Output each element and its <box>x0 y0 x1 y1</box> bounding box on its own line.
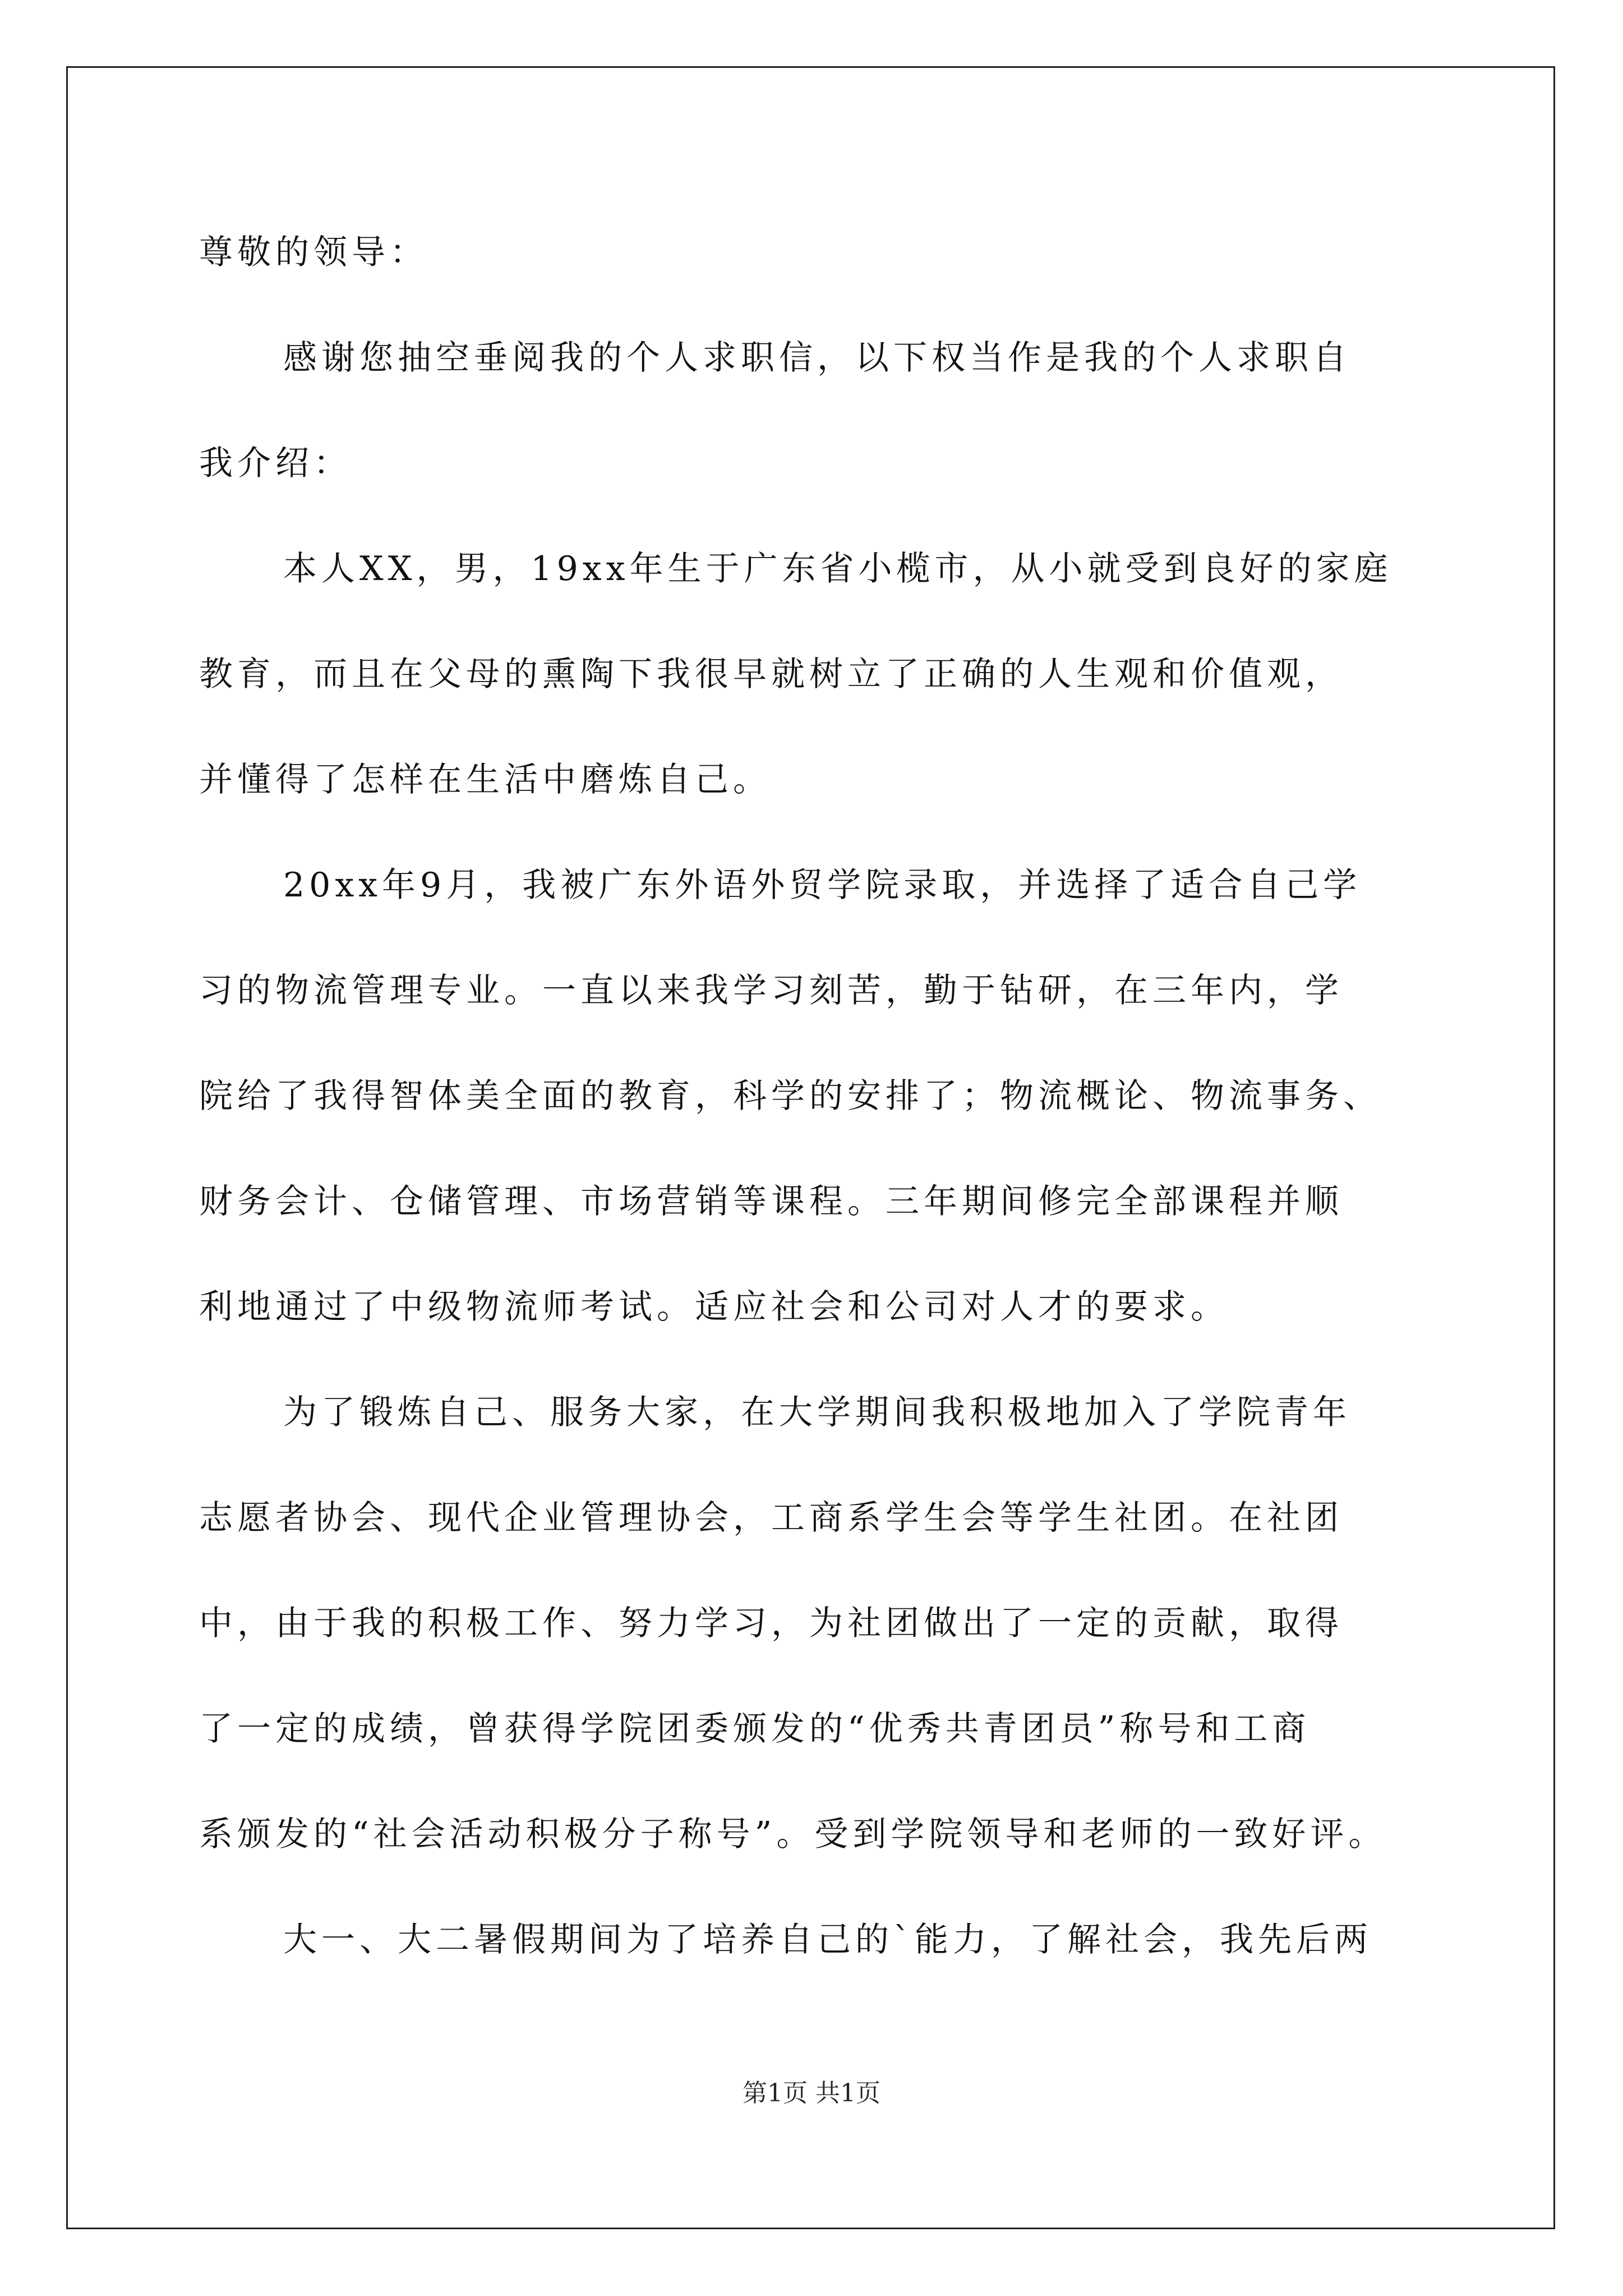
paragraph-line: 院给了我得智体美全面的教育，科学的安排了；物流概论、物流事务、 <box>199 1076 1381 1116</box>
page-footer: 第1页 共1页 <box>743 2079 880 2108</box>
paragraph-line: 并懂得了怎样在生活中磨炼自己。 <box>199 760 771 799</box>
paragraph-line: 本人XX，男，19xx年生于广东省小榄市，从小就受到良好的家庭 <box>283 549 1393 588</box>
paragraph-line: 感谢您抽空垂阅我的个人求职信，以下权当作是我的个人求职自 <box>283 338 1351 378</box>
paragraph-line: 大一、大二暑假期间为了培养自己的`能力，了解社会，我先后两 <box>283 1920 1372 1959</box>
paragraph-line: 为了锻炼自己、服务大家，在大学期间我积极地加入了学院青年 <box>283 1393 1351 1432</box>
paragraph-line: 志愿者协会、现代企业管理协会，工商系学生会等学生社团。在社团 <box>199 1498 1343 1538</box>
paragraph-line: 了一定的成绩，曾获得学院团委颁发的“优秀共青团员”称号和工商 <box>199 1709 1311 1749</box>
paragraph-line: 我介绍： <box>199 444 352 483</box>
paragraph-line: 教育，而且在父母的熏陶下我很早就树立了正确的人生观和价值观， <box>199 655 1343 694</box>
paragraph-line: 系颁发的“社会活动积极分子称号”。受到学院领导和老师的一致好评。 <box>199 1815 1387 1854</box>
paragraph-line: 利地通过了中级物流师考试。适应社会和公司对人才的要求。 <box>199 1287 1229 1327</box>
paragraph-line: 20xx年9月，我被广东外语外贸学院录取，并选择了适合自己学 <box>283 866 1362 905</box>
paragraph-line: 习的物流管理专业。一直以来我学习刻苦，勤于钻研，在三年内，学 <box>199 971 1343 1010</box>
page-border <box>66 66 1555 2229</box>
paragraph-line: 中，由于我的积极工作、努力学习，为社团做出了一定的贡献，取得 <box>199 1604 1343 1643</box>
paragraph-line: 财务会计、仓储管理、市场营销等课程。三年期间修完全部课程并顺 <box>199 1182 1343 1221</box>
salutation-line: 尊敬的领导： <box>199 233 428 272</box>
